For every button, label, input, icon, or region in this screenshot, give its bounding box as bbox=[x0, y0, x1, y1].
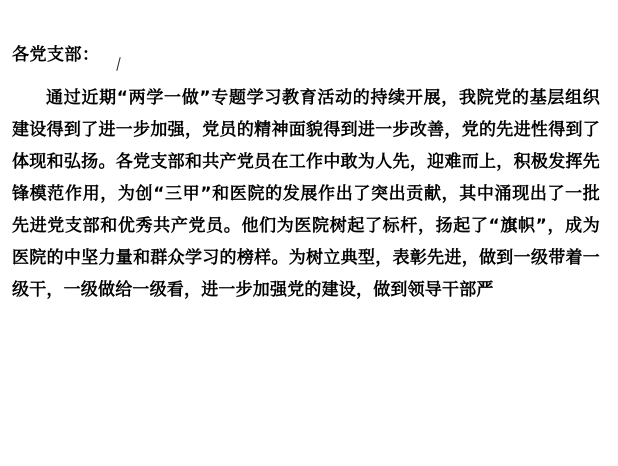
salutation-line: 各党支部： bbox=[12, 45, 100, 65]
body-paragraph: 通过近期“两学一做”专题学习教育活动的持续开展，我院党的基层组织建设得到了进一步加强，党员的精神面貌得到进一步改善，党的先进性得到了体现和弘扬。各党支部和共产党员在工作中敢为人先，迎难而上，积极发挥先锋模范作用，为创“三甲”和医院的发展作出了突出贡献，其中涌现出了一批先进党支部和优秀共产党员。他们为医院树起了标杆，扬起了“旗帜”，成为医院的中坚力量和群众学习的榜样。为树立典型，表彰先进，做到一级带着一级干，一级做给一级看，进一步加强党的建设，做到领导干部严 bbox=[12, 88, 600, 300]
